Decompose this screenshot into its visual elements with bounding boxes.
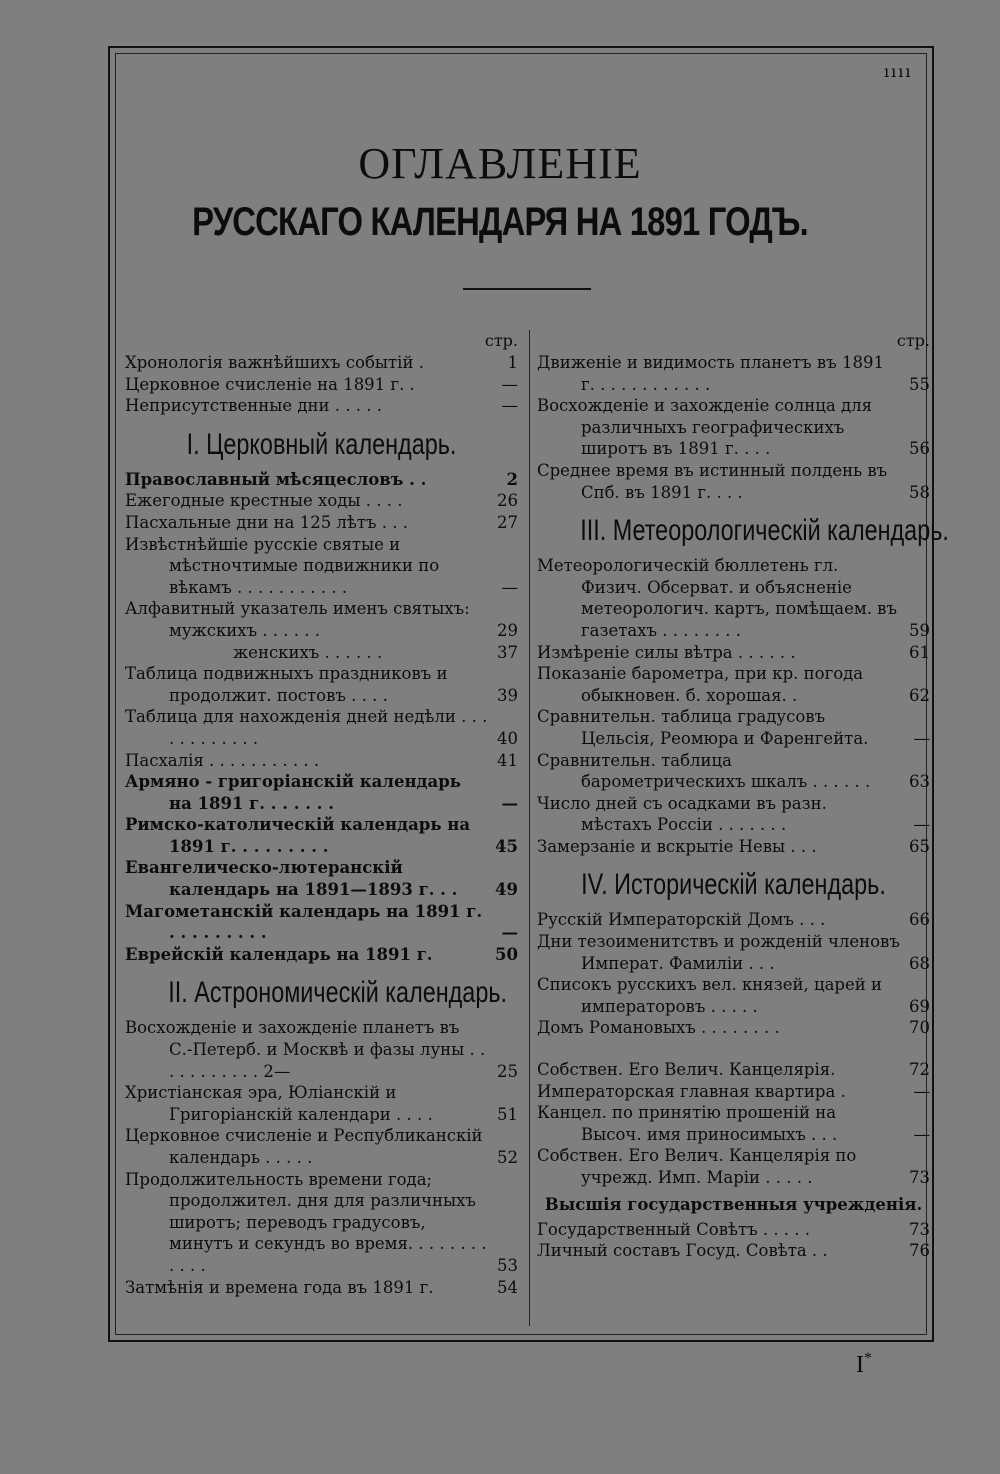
toc-entry-text: Восхожденіе и захожденіе солнца для различныхъ географическихъ широтъ въ 1891 г. . . .	[537, 396, 873, 459]
toc-entry	[537, 555, 930, 641]
toc-entry	[125, 642, 518, 664]
toc-entry	[125, 1082, 518, 1125]
toc-entry-text: Государственный Совѣтъ . . . . .	[537, 1219, 811, 1239]
right-column	[537, 330, 949, 1262]
toc-entry	[125, 771, 518, 814]
toc-entry-page: 37	[497, 642, 518, 662]
toc-entry	[537, 974, 930, 1017]
toc-entry-text: Продолжительность времени года; продолжител. дня для различныхъ широтъ; переводъ градусовъ, минутъ и секундъ во время. . . . . . . . . . . .	[125, 1169, 487, 1275]
toc-entry-text: женскихъ . . . . . .	[233, 642, 383, 662]
toc-entry-page: —	[501, 793, 518, 813]
toc-entry	[537, 909, 930, 931]
toc-entry-text: Ежегодные крестные ходы . . . .	[125, 491, 403, 511]
toc-entry	[537, 663, 930, 706]
spacer	[537, 1039, 930, 1059]
toc-entry	[125, 1169, 518, 1277]
toc-entry-text: Таблица подвижныхъ праздниковъ и продолжит. постовъ . . . .	[125, 664, 448, 705]
page-col-label: стр.	[484, 331, 518, 350]
toc-entry	[537, 1240, 930, 1262]
section4-entries	[537, 909, 930, 1039]
toc-entry	[537, 460, 930, 503]
toc-entry-text: Алфавитный указатель именъ святыхъ: мужскихъ . . . . . .	[125, 599, 470, 640]
toc-entry-text: Христіанская эра, Юліанскій и Григоріанскій календари . . . .	[125, 1083, 433, 1124]
toc-entry	[125, 706, 518, 749]
toc-entry-text: Неприсутственные дни . . . . .	[125, 396, 382, 416]
toc-entry-page: 62	[909, 685, 930, 705]
toc-entry	[125, 663, 518, 706]
toc-entry-text: Извѣстнѣйшіе русскіе святые и мѣстночтимые подвижники по вѣкамъ . . . . . . . . . . .	[125, 534, 440, 597]
toc-entry-page: 61	[909, 642, 930, 662]
toc-entry-page: 59	[909, 620, 930, 640]
toc-entry-page: 41	[497, 750, 518, 770]
toc-entry-text: Собствен. Его Велич. Канцелярія.	[537, 1060, 836, 1080]
toc-entry-text: Евангелическо-лютеранскій календарь на 1891—1893 г. . .	[125, 858, 458, 900]
toc-entry-text: Таблица для нахожденія дней недѣли . . . . . . . . . . . .	[125, 707, 488, 748]
toc-entry-text: Римско-католическій календарь на 1891 г. . . . . . . . .	[125, 815, 471, 856]
toc-entry-page: —	[501, 374, 518, 394]
gov-entries	[537, 1059, 930, 1189]
section1-entries	[125, 469, 518, 966]
subheading-high-institutions: Высшія государственныя учрежденія.	[544, 1194, 923, 1214]
toc-entry	[537, 836, 930, 858]
toc-entry-text: Домъ Романовыхъ . . . . . . . .	[537, 1018, 780, 1038]
toc-entry-page: 58	[909, 482, 930, 502]
toc-entry-text: Замерзаніе и вскрытіе Невы . . .	[537, 836, 817, 856]
toc-entry-page: 40	[497, 728, 518, 748]
toc-entry	[537, 395, 930, 460]
toc-entry	[125, 1017, 518, 1082]
toc-entry-text: Русскій Императорскій Домъ . . .	[537, 910, 826, 930]
toc-entry-text: Хронологія важнѣйшихъ событій .	[125, 353, 424, 372]
signature-asterisk: *	[864, 1350, 872, 1367]
toc-entry-text: Церковное счисленіе и Республиканскій календарь . . . . .	[125, 1126, 483, 1167]
page-col-label-right: стр.	[896, 331, 930, 350]
toc-entry-page: 66	[909, 910, 930, 930]
toc-entry-text: Показаніе барометра, при кр. погода обыкновен. б. хорошая. .	[537, 664, 864, 705]
toc-entry-text: Личный составъ Госуд. Совѣта . .	[537, 1241, 828, 1261]
toc-entry-page: 29	[497, 620, 518, 640]
section3-entries	[537, 555, 930, 857]
toc-entry-text: Измѣреніе силы вѣтра . . . . . .	[537, 642, 796, 662]
toc-entry-page: 2	[506, 469, 518, 489]
toc-entry	[125, 395, 518, 417]
toc-entry-page: 54	[497, 1277, 518, 1297]
toc-entry-text: Канцел. по принятію прошеній на Высоч. имя приносимыхъ . . .	[537, 1103, 838, 1144]
title-line-2: РУССКАГО КАЛЕНДАРЯ НА 1891 ГОДЪ.	[192, 200, 808, 244]
toc-entry-page: 51	[497, 1104, 518, 1124]
toc-entry-page: 63	[909, 772, 930, 792]
toc-entry-page: —	[501, 923, 518, 943]
toc-entry-page: —	[913, 1081, 930, 1101]
toc-entry-page: —	[913, 1124, 930, 1144]
column-divider	[529, 330, 530, 1326]
toc-entry-page: —	[913, 815, 930, 835]
toc-entry	[125, 490, 518, 512]
toc-entry-page: 27	[497, 512, 518, 532]
section2-entries	[125, 1017, 518, 1298]
toc-entry-page: —	[501, 577, 518, 597]
signature-letter: I	[856, 1352, 864, 1378]
section-heading-2: II. Астрономическій календарь.	[168, 976, 508, 1010]
toc-entry-page: 69	[909, 996, 930, 1016]
toc-entry-page: 53	[497, 1255, 518, 1275]
title-line-1: ОГЛАВЛЕНІЕ	[358, 139, 642, 188]
left-top-entries	[125, 352, 518, 417]
toc-entry	[537, 1102, 930, 1145]
toc-entry-text: Число дней съ осадками въ разн. мѣстахъ Россіи . . . . . . .	[537, 793, 827, 835]
toc-entry-text: Императорская главная квартира .	[537, 1081, 846, 1101]
toc-entry-page: 70	[909, 1018, 930, 1038]
toc-entry-page: 39	[497, 685, 518, 705]
signature-mark	[856, 1350, 872, 1379]
toc-entry	[537, 1081, 930, 1103]
toc-entry-page: 25	[497, 1061, 518, 1081]
corner-mark: ıııı	[884, 62, 913, 81]
toc-entry-page: 1	[507, 353, 518, 372]
toc-entry	[537, 1017, 930, 1039]
toc-entry-text: Собствен. Его Велич. Канцелярія по учрежд. Имп. Маріи . . . . .	[537, 1146, 857, 1187]
toc-entry-text: Списокъ русскихъ вел. князей, царей и императоровъ . . . . .	[537, 975, 882, 1016]
toc-entry-text: Еврейскій календарь на 1891 г.	[125, 944, 433, 964]
toc-entry-text: Восхожденіе и захожденіе планетъ въ С.-Петерб. и Москвѣ и фазы луны . . . . . . . . . . . 2—	[125, 1018, 486, 1081]
toc-entry-page: 56	[909, 439, 930, 459]
toc-entry	[125, 374, 518, 396]
toc-entry-text: Затмѣнія и времена года въ 1891 г.	[125, 1277, 434, 1297]
toc-entry-page: 26	[497, 491, 518, 511]
toc-entry-page: 55	[909, 374, 930, 394]
toc-entry-page: —	[913, 728, 930, 748]
toc-entry-page: 50	[495, 944, 518, 964]
toc-entry-page: 68	[909, 953, 930, 973]
toc-entry	[537, 642, 930, 664]
toc-entry-page: 73	[909, 1168, 930, 1187]
title-rule	[463, 288, 591, 290]
toc-entry-page: 49	[495, 880, 518, 900]
toc-entry	[537, 793, 930, 836]
toc-entry	[125, 512, 518, 534]
toc-entry-text: Магометанскій календарь на 1891 г. . . . . . . . . .	[125, 901, 483, 943]
toc-entry-page: 65	[909, 836, 930, 856]
toc-entry-text: Православный мѣсяцесловъ . .	[125, 469, 427, 489]
toc-entry-text: Метеорологическій бюллетень гл. Физич. Обсерват. и объясненіе метеорологич. картъ, помѣщаем. въ газетахъ . . . . . . . .	[537, 556, 897, 640]
left-column	[125, 330, 518, 1298]
toc-entry	[125, 944, 518, 966]
toc-entry	[125, 352, 518, 374]
toc-entry	[125, 598, 518, 641]
toc-entry-text: Среднее время въ истинный полдень въ Спб. въ 1891 г. . . .	[537, 460, 888, 502]
toc-entry	[125, 750, 518, 772]
toc-entry	[125, 901, 518, 944]
toc-entry-text: Движеніе и видимость планетъ въ 1891 г. . . . . . . . . . . .	[537, 353, 884, 394]
toc-entry-text: Сравнительн. таблица барометрическихъ шкалъ . . . . . .	[537, 750, 871, 792]
high-institution-entries	[537, 1219, 930, 1262]
toc-entry-page: —	[501, 396, 518, 416]
toc-entry	[125, 1125, 518, 1168]
section-heading-3: III. Метеорологическій календарь.	[580, 514, 949, 548]
section-heading-4: IV. Историческій календарь.	[581, 868, 886, 902]
toc-entry	[125, 1277, 518, 1299]
toc-entry	[537, 706, 930, 749]
toc-entry-page: 76	[909, 1241, 930, 1261]
toc-entry	[537, 931, 930, 974]
toc-entry-page: 45	[495, 836, 518, 856]
toc-entry-page: 52	[497, 1148, 518, 1167]
toc-entry-text: Армяно - григоріанскій календарь на 1891 г. . . . . . .	[125, 772, 461, 813]
toc-entry	[537, 1219, 930, 1241]
toc-entry	[125, 857, 518, 900]
toc-entry	[537, 1059, 930, 1081]
toc-entry-page: 73	[909, 1219, 930, 1239]
toc-entry	[537, 1145, 930, 1188]
toc-entry-page: 72	[909, 1060, 930, 1080]
toc-entry	[537, 352, 930, 395]
toc-entry	[125, 534, 518, 599]
toc-entry-text: Сравнительн. таблица градусовъ Цельсія, Реомюра и Фаренгейта.	[537, 707, 869, 748]
toc-entry-text: Дни тезоименитствъ и рожденій членовъ Императ. Фамиліи . . .	[537, 932, 900, 973]
toc-entry	[125, 814, 518, 857]
toc-entry-text: Пасхальные дни на 125 лѣтъ . . .	[125, 512, 408, 532]
toc-entry-text: Пасхалія . . . . . . . . . . .	[125, 750, 320, 770]
section-heading-1: I. Церковный календарь.	[186, 427, 457, 461]
toc-entry	[537, 750, 930, 793]
toc-entry	[125, 469, 518, 491]
right-top-entries	[537, 352, 930, 503]
toc-entry-text: Церковное счисленіе на 1891 г. .	[125, 374, 415, 394]
